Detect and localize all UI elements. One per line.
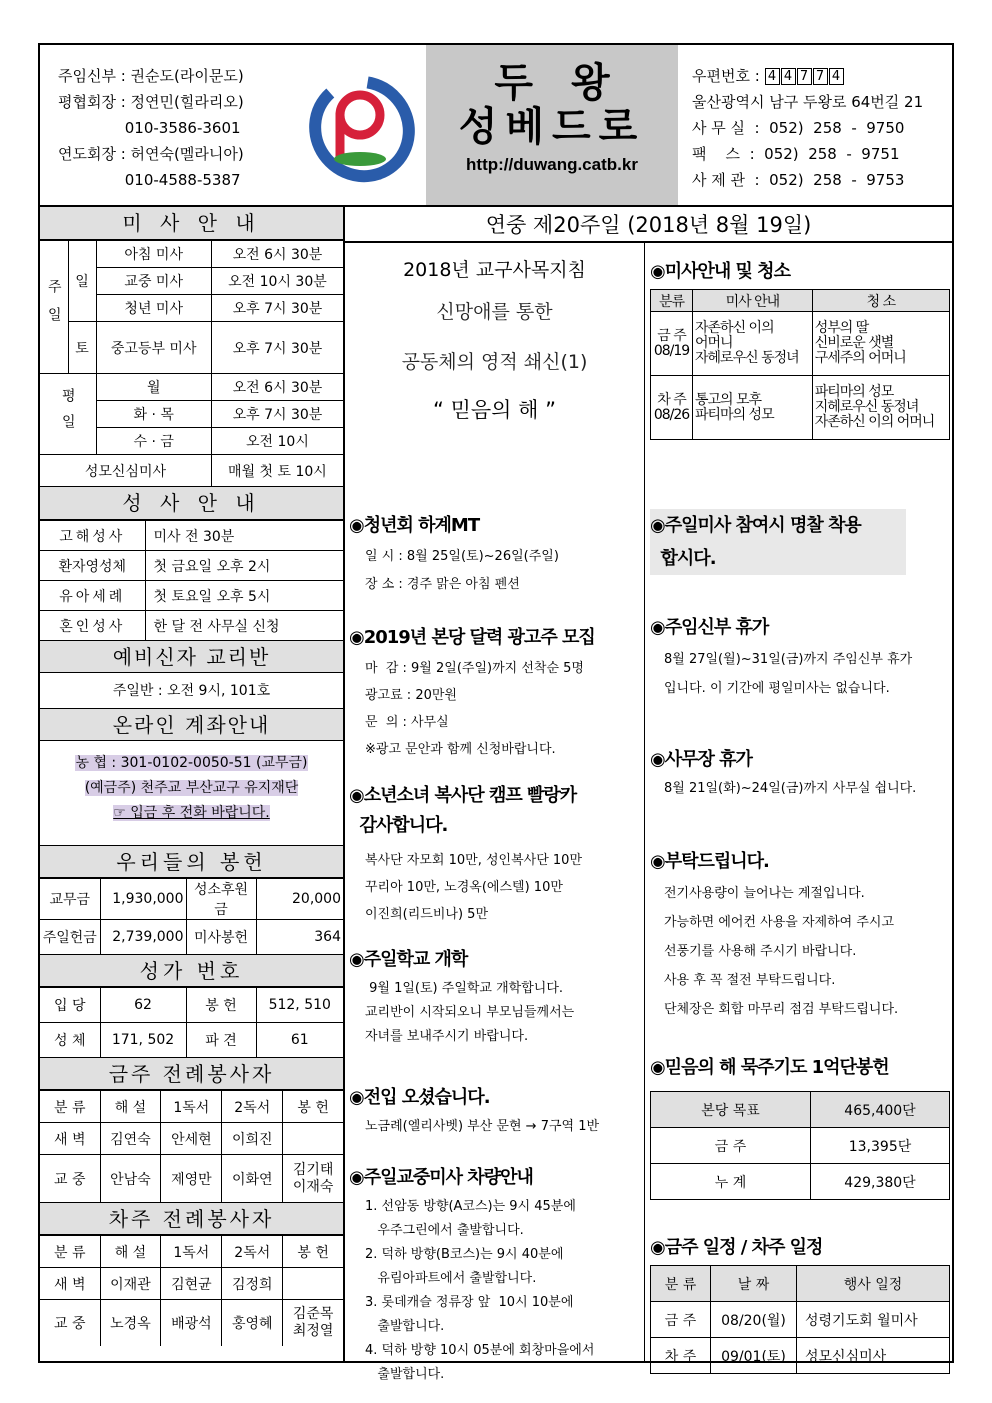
schedule-head: 분 류 [651,1266,711,1302]
rosary-value: 465,400단 [811,1092,950,1128]
parish-url[interactable]: http://duwang.catb.kr [466,155,638,174]
servers-cell: 안세현 [161,1123,222,1155]
parish-title-line1: 두왕 [494,60,648,106]
notice-bus [349,1163,641,1387]
servers-cell: 김연숙 [100,1123,161,1155]
cleaning-head: 분류 [651,290,693,312]
mass-name: 화 · 목 [96,401,211,428]
servers-head: 해 설 [100,1091,161,1123]
servers-next-title: 차주 전례봉사자 [40,1203,343,1235]
schedule-cell: 성령기도회 월미사 [797,1302,950,1338]
servers-cell: 배광석 [161,1300,222,1346]
schedule-cell: 차 주 [651,1338,711,1374]
sat-label: 토 [68,322,96,374]
mass-time: 오전 10시 30분 [211,268,343,295]
notice-title: ◉2019년 본당 달력 광고주 모집 [349,627,595,648]
offering-label: 미사봉헌 [186,920,256,955]
notice-body: 일 시 : 8월 25일(토)~26일(주일) 장 소 : 경주 맑은 아침 펜션 [365,549,559,592]
notice-body: 8월 27일(월)~31일(금)까지 주임신부 휴가 입니다. 이 기간에 평일미사는 없습니다. [664,652,913,696]
notice-body: 마 감 : 9월 2일(주일)까지 선착순 5명 광고료 : 20만원 문 의 : 사무실 ※광고 문안과 함께 신청바랍니다. [365,661,584,757]
right-column [646,243,952,1363]
notice-body: 1. 선암동 방향(A코스)는 9시 45분에 우주그린에서 출발합니다. 2. 덕하 방향(B코스)는 9시 40분에 유림아파트에서 출발합니다. 3. 롯데캐슬 정류장 앞 10시 10분에 출발합니다. 4. 덕하 방향 10시 05분에 회창마을에서 출발합니다. [365,1199,595,1382]
header [40,45,952,207]
mass-time: 오후 7시 30분 [211,295,343,322]
servers-cell: 이희진 [222,1123,283,1155]
mass-name: 중고등부 미사 [96,322,211,374]
notice-title: ◉부탁드립니다. [650,851,769,872]
offering-value: 364 [256,920,343,955]
postal-row [692,63,923,89]
schedule-head: 행사 일정 [797,1266,950,1302]
hymn-label: 입 당 [40,988,100,1023]
schedule-cell: 금 주 [651,1302,711,1338]
mass-time: 오전 6시 30분 [211,374,343,401]
header-right-row: 울산광역시 남구 두왕로 64번길 21 [692,93,924,111]
notice-nametag [650,509,950,581]
bulletin-page [38,43,954,1382]
pastoral-line: “ 믿음의 해 ” [433,398,556,422]
notice-title: ◉주일학교 개학 [349,949,468,970]
servers-cell: 홍영혜 [222,1300,283,1346]
pastoral-line: 2018년 교구사목지침 [403,259,586,281]
notice-priest-vacation [650,613,950,703]
offering-label: 교무금 [40,879,100,920]
header-right-row: 사 제 관 : 052) 258 - 9753 [692,171,905,189]
sacred-heart-time: 매월 첫 토 10시 [211,455,343,487]
pastoral-guideline [345,243,644,433]
schedule-cell: 09/01(토) [711,1338,797,1374]
offering-value: 1,930,000 [100,879,186,920]
notice-school [349,945,641,1049]
servers-cell: 김현균 [161,1268,222,1300]
online-title: 온라인 계좌안내 [40,709,343,741]
hymn-label: 파 견 [186,1023,256,1058]
schedule-section [650,1233,950,1374]
mass-name: 교중 미사 [96,268,211,295]
sacrament-time: 한 달 전 사무실 신청 [145,611,343,641]
postal-digit: 7 [797,68,812,85]
hymn-value: 61 [256,1023,343,1058]
mass-table [40,240,343,487]
notice-mt [349,511,641,599]
offering-value: 2,739,000 [100,920,186,955]
postal-digit: 4 [829,68,844,85]
servers-head: 봉 헌 [283,1236,343,1268]
catechumen-text: 주일반 : 오전 9시, 101호 [40,673,343,709]
header-left-row: 010-3586-3601 [58,119,241,137]
account-note: ☞ 입금 후 전화 바랍니다. [113,805,270,821]
catechumen-title: 예비신자 교리반 [40,641,343,673]
hymn-value: 512, 510 [256,988,343,1023]
servers-cell: 김정희 [222,1268,283,1300]
date-title: 연중 제20주일 (2018년 8월 19일) [345,207,952,243]
servers-cell [283,1123,343,1155]
notice-title: ◉청년회 하계MT [349,515,480,536]
header-right-info [692,63,923,193]
mass-title: 미 사 안 내 [40,207,343,240]
notice-office-vacation [650,745,950,801]
offering-value: 20,000 [256,879,343,920]
rosary-value: 429,380단 [811,1164,950,1200]
servers-cell: 이화연 [222,1155,283,1203]
servers-next-table [40,1235,343,1346]
header-left-row: 연도회장 : 허연숙(멜라니아) [58,145,244,163]
sacrament-time: 첫 금요일 오후 2시 [145,551,343,581]
postal-label: 우편번호 : [692,67,765,85]
schedule-cell: 08/20(월) [711,1302,797,1338]
cleaning-cell: 자존하신 이의 어머니 자헤로우신 동정녀 [693,312,813,376]
hymn-label: 봉 헌 [186,988,256,1023]
header-left-info [58,63,244,193]
pastoral-line: 공동체의 영적 쇄신(1) [401,351,588,373]
servers-head: 해 설 [100,1236,161,1268]
sacred-heart-label: 성모신심미사 [40,455,211,487]
cleaning-cell: 파티마의 성모 지헤로우신 동정녀 자존하신 이의 어머니 [812,376,949,440]
postal-digit: 4 [781,68,796,85]
sunday-label: 주일 [40,241,68,374]
rosary-label: 본당 목표 [651,1092,811,1128]
postal-digit: 4 [765,68,780,85]
parish-title-line2: 성베드로 [458,104,646,150]
cleaning-title: ◉미사안내 및 청소 [650,261,790,282]
cleaning-cell: 금 주 08/19 [651,312,693,376]
offering-table [40,878,343,955]
rosary-label: 금 주 [651,1128,811,1164]
rosary-value: 13,395단 [811,1128,950,1164]
notice-body: 노금례(엘리사벳) 부산 문현 → 7구역 1반 [365,1119,600,1134]
sacrament-name: 환자영성체 [40,551,145,581]
hymn-title: 성가 번호 [40,955,343,987]
mass-name: 청년 미사 [96,295,211,322]
cleaning-cell: 차 주 08/26 [651,376,693,440]
offering-label: 주일헌금 [40,920,100,955]
mass-time: 오전 10시 [211,428,343,455]
servers-head: 2독서 [222,1091,283,1123]
rosary-label: 누 계 [651,1164,811,1200]
notice-transfer [349,1083,641,1139]
servers-head: 분 류 [40,1091,100,1123]
notice-body: 9월 1일(토) 주일학교 개학합니다. 교리반이 시작되오니 부모님들께서는 자녀를 보내주시기 바랍니다. [365,981,575,1044]
sacrament-time: 미사 전 30분 [145,521,343,551]
servers-cell: 안남숙 [100,1155,161,1203]
servers-cell: 교 중 [40,1300,100,1346]
notice-camp [349,781,641,928]
cleaning-table [650,289,950,440]
servers-cell [283,1268,343,1300]
sun-label: 일 [68,241,96,322]
rosary-table [650,1091,950,1200]
notice-title: ◉주일교중미사 차량안내 [349,1167,533,1188]
servers-cell: 김준목 최정열 [283,1300,343,1346]
left-column [40,207,345,1363]
mass-time: 오후 7시 30분 [211,322,343,374]
parish-title-block [426,45,678,205]
schedule-cell: 성모신심미사 [797,1338,950,1374]
header-left-row: 010-4588-5387 [58,171,241,189]
schedule-table [650,1265,950,1374]
offering-label: 성소후원금 [186,879,256,920]
sacrament-time: 첫 토요일 오후 5시 [145,581,343,611]
mass-name: 월 [96,374,211,401]
online-account [40,741,343,846]
servers-cell: 새 벽 [40,1123,100,1155]
account-holder: (예금주) 천주교 부산교구 유지재단 [84,780,299,796]
servers-cell: 제영만 [161,1155,222,1203]
notice-title: ◉주임신부 휴가 [650,617,769,638]
notice-title: ◉사무장 휴가 [650,749,752,770]
weekday-label: 평일 [40,374,96,455]
hymn-label: 성 체 [40,1023,100,1058]
header-right-row: 팩 스 : 052) 258 - 9751 [692,145,900,163]
servers-head: 1독서 [161,1236,222,1268]
sacrament-name: 유아세례 [40,581,145,611]
cleaning-cell: 통고의 모후 파티마의 성모 [693,376,813,440]
cleaning-section [650,257,950,440]
notice-title: ◉소년소녀 복사단 캠프 빨랑카 감사합니다. [349,785,577,836]
notice-title: ◉주일미사 참여시 명찰 착용 합시다. [650,509,950,575]
mass-time: 오전 6시 30분 [211,241,343,268]
hymn-value: 62 [100,988,186,1023]
mass-name: 수 · 금 [96,428,211,455]
servers-head: 분 류 [40,1236,100,1268]
header-left-row: 평협회장 : 정연민(힐라리오) [58,93,244,111]
cleaning-cell: 성부의 딸 신비로운 샛별 구세주의 어머니 [812,312,949,376]
pastoral-line: 신망애를 통한 [436,301,553,323]
sacrament-name: 고해성사 [40,521,145,551]
notice-body: 복사단 자모회 10만, 성인복사단 10만 꾸리아 10만, 노경옥(에스텔) 10만 이진희(리드비나) 5만 [365,853,582,922]
notice-request [650,847,950,1024]
cleaning-head: 미사 안내 [693,290,813,312]
servers-cell: 김기태 이재숙 [283,1155,343,1203]
notice-title: ◉전입 오셨습니다. [349,1087,490,1108]
notice-body: 8월 21일(화)~24일(금)까지 사무실 쉽니다. [664,781,917,796]
sacrament-name: 혼인성사 [40,611,145,641]
header-right-row: 사 무 실 : 052) 258 - 9750 [692,119,905,137]
sacrament-title: 성 사 안 내 [40,487,343,520]
servers-head: 봉 헌 [283,1091,343,1123]
rosary-title: ◉믿음의 해 묵주기도 1억단봉헌 [650,1057,889,1078]
schedule-head: 날 짜 [711,1266,797,1302]
schedule-title: ◉금주 일정 / 차주 일정 [650,1237,823,1258]
header-left-row: 주임신부 : 권순도(라이문도) [58,67,244,85]
servers-this-table [40,1090,343,1203]
servers-head: 1독서 [161,1091,222,1123]
sacrament-table [40,520,343,641]
hymn-value: 171, 502 [100,1023,186,1058]
servers-cell: 노경옥 [100,1300,161,1346]
servers-cell: 교 중 [40,1155,100,1203]
parish-logo-icon [302,67,422,185]
servers-head: 2독서 [222,1236,283,1268]
servers-cell: 이재관 [100,1268,161,1300]
hymn-table [40,987,343,1058]
mass-time: 오후 7시 30분 [211,401,343,428]
cleaning-head: 청 소 [812,290,949,312]
middle-column [345,243,645,1382]
notice-body: 전기사용량이 늘어나는 계절입니다. 가능하면 에어컨 사용을 자제하여 주시고 선풍기를 사용해 주시기 바랍니다. 사용 후 꼭 절전 부탁드립니다. 단체장은 회합 마무리 점검 부탁드립니다. [664,886,899,1017]
servers-this-title: 금주 전례봉사자 [40,1058,343,1090]
offering-title: 우리들의 봉헌 [40,846,343,878]
servers-cell: 새 벽 [40,1268,100,1300]
rosary-section [650,1053,950,1200]
account-line: 농 협 : 301-0102-0050-51 (교무금) [75,755,308,771]
postal-digit: 7 [813,68,828,85]
notice-calendar [349,623,645,763]
mass-name: 아침 미사 [96,241,211,268]
